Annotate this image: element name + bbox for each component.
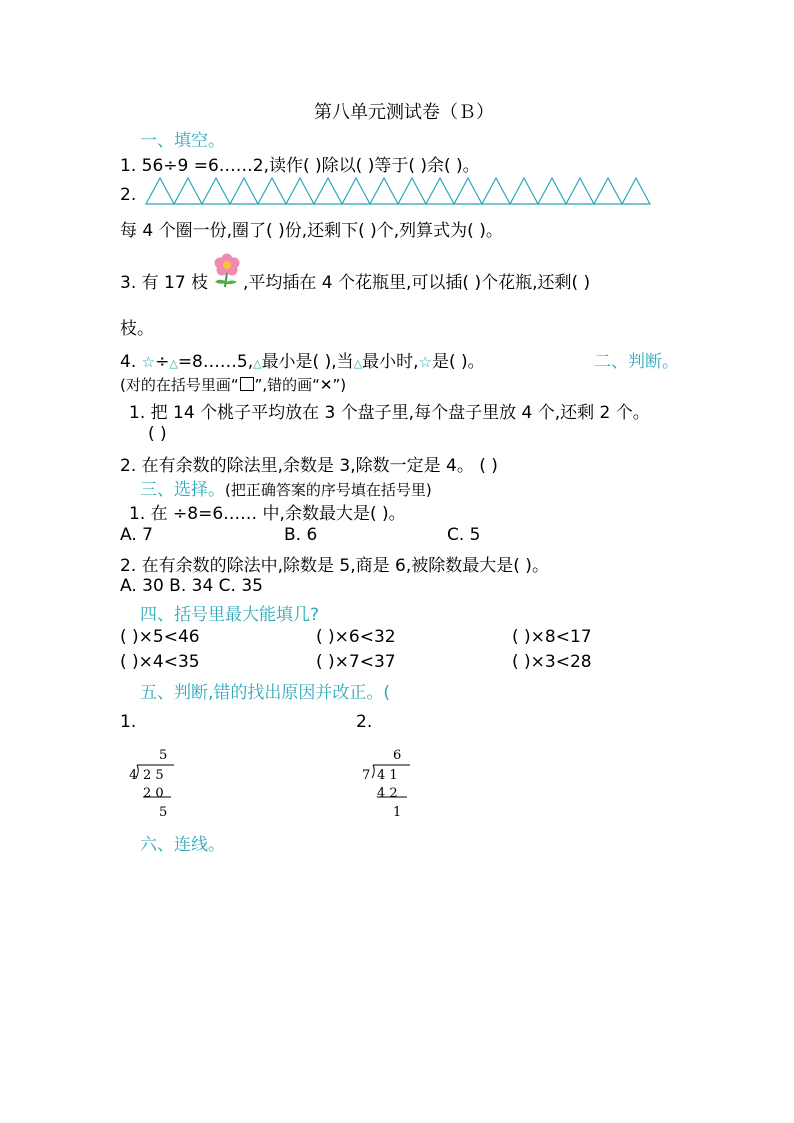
triangle-shape — [342, 178, 370, 204]
triangle-icon: △ — [169, 357, 178, 370]
fill-question-3-text: ,平均插在 4 个花瓶里,可以插( )个花瓶,还剩( ) — [243, 273, 591, 293]
choice-instructions: (把正确答案的序号填在括号里) — [225, 481, 432, 499]
fill-question-3-start: 3. 有 17 枝 — [120, 273, 209, 293]
max-fill-1-2: ( )×6<32 — [316, 627, 396, 647]
fill-question-4-part-d: 最小时, — [362, 352, 419, 372]
star-icon: ☆ — [418, 353, 432, 371]
max-fill-1-1: ( )×5<46 — [120, 627, 200, 647]
triangle-shape — [482, 178, 510, 204]
division-1-dividend: 2 5 — [143, 768, 164, 783]
triangle-shape — [454, 178, 482, 204]
judge-question-1: 1. 把 14 个桃子平均放在 3 个盘子里,每个盘子里放 4 个,还剩 2 个。 — [129, 403, 650, 423]
section-max-fill-heading: 四、括号里最大能填几? — [140, 605, 320, 625]
triangle-shape — [538, 178, 566, 204]
division-2-divisor: 7 — [362, 768, 371, 783]
correct-item-2-number: 2. — [356, 712, 373, 732]
section-connect-heading: 六、连线。 — [140, 835, 225, 855]
section-choice-heading: 三、选择。 — [140, 480, 225, 500]
triangle-shape — [510, 178, 538, 204]
division-2-product: 4 2 — [377, 786, 398, 801]
triangle-shape — [314, 178, 342, 204]
choice-question-1: 1. 在 ÷8=6…… 中,余数最大是( )。 — [129, 504, 406, 524]
max-fill-2-1: ( )×4<35 — [120, 652, 200, 672]
fill-question-3-continued: 枝。 — [120, 319, 154, 339]
triangle-icon: △ — [253, 357, 262, 370]
fill-question-4-part-e: 是( )。 — [431, 352, 485, 372]
judge-question-2: 2. 在有余数的除法里,余数是 3,除数一定是 4。 ( ) — [120, 456, 498, 476]
fill-question-4 — [120, 347, 485, 372]
triangle-shape — [594, 178, 622, 204]
long-division-1 — [120, 748, 180, 824]
fill-question-2-text: 每 4 个圈一份,圈了( )份,还剩下( )个,列算式为( )。 — [120, 221, 503, 241]
triangle-shape — [370, 178, 398, 204]
division-1-divisor: 4 — [129, 768, 138, 783]
judge-question-1-paren: ( ) — [148, 424, 167, 444]
triangle-row-figure — [144, 176, 654, 206]
triangle-shape — [426, 178, 454, 204]
fill-question-4-part-c: 最小是( ),当 — [261, 352, 354, 372]
division-1-remainder: 5 — [159, 805, 168, 820]
choice-question-1-option-a: A. 7 — [120, 525, 153, 545]
long-division-2 — [356, 748, 416, 824]
fill-question-2-number: 2. — [120, 185, 137, 205]
section-choice-heading-row — [140, 475, 432, 500]
fill-question-1: 1. 56÷9 =6……2,读作( )除以( )等于( )余( )。 — [120, 156, 480, 176]
judge-instructions — [120, 374, 346, 395]
max-fill-2-2: ( )×7<37 — [316, 652, 396, 672]
choice-question-2-options: A. 30 B. 34 C. 35 — [120, 576, 263, 596]
triangle-shape — [258, 178, 286, 204]
triangle-shape — [202, 178, 230, 204]
judge-instructions-b: ”,错的画“✕”) — [254, 376, 347, 394]
triangle-shape — [230, 178, 258, 204]
fill-question-4-number: 4. — [120, 352, 137, 372]
section-judge-heading: 二、判断。 — [594, 352, 679, 372]
fill-question-4-equation: =8……5, — [177, 352, 254, 372]
triangle-shape — [398, 178, 426, 204]
choice-question-2: 2. 在有余数的除法中,除数是 5,商是 6,被除数最大是( )。 — [120, 556, 549, 576]
page-title: 第八单元测试卷（Ｂ） — [314, 102, 494, 123]
divide-sign: ÷ — [155, 352, 170, 372]
triangle-shape — [174, 178, 202, 204]
choice-question-1-option-b: B. 6 — [284, 525, 318, 545]
triangle-shape — [566, 178, 594, 204]
triangle-shape — [286, 178, 314, 204]
choice-question-1-option-c: C. 5 — [447, 525, 481, 545]
triangle-shape — [622, 178, 650, 204]
division-2-dividend: 4 1 — [377, 768, 398, 783]
square-box-icon — [240, 377, 254, 391]
division-2-remainder: 1 — [393, 805, 402, 820]
division-1-quotient: 5 — [159, 748, 168, 763]
division-2-quotient: 6 — [393, 748, 402, 763]
triangle-shape — [146, 178, 174, 204]
star-icon: ☆ — [141, 353, 156, 371]
section-fill-heading: 一、填空。 — [140, 131, 225, 151]
section-correct-heading: 五、判断,错的找出原因并改正。( — [140, 683, 391, 703]
triangle-icon: △ — [353, 357, 363, 370]
judge-instructions-a: (对的在括号里画“ — [120, 376, 239, 394]
max-fill-2-3: ( )×3<28 — [512, 652, 592, 672]
flower-icon — [210, 252, 244, 288]
division-1-product: 2 0 — [143, 786, 164, 801]
max-fill-1-3: ( )×8<17 — [512, 627, 592, 647]
correct-item-1-number: 1. — [120, 712, 137, 732]
